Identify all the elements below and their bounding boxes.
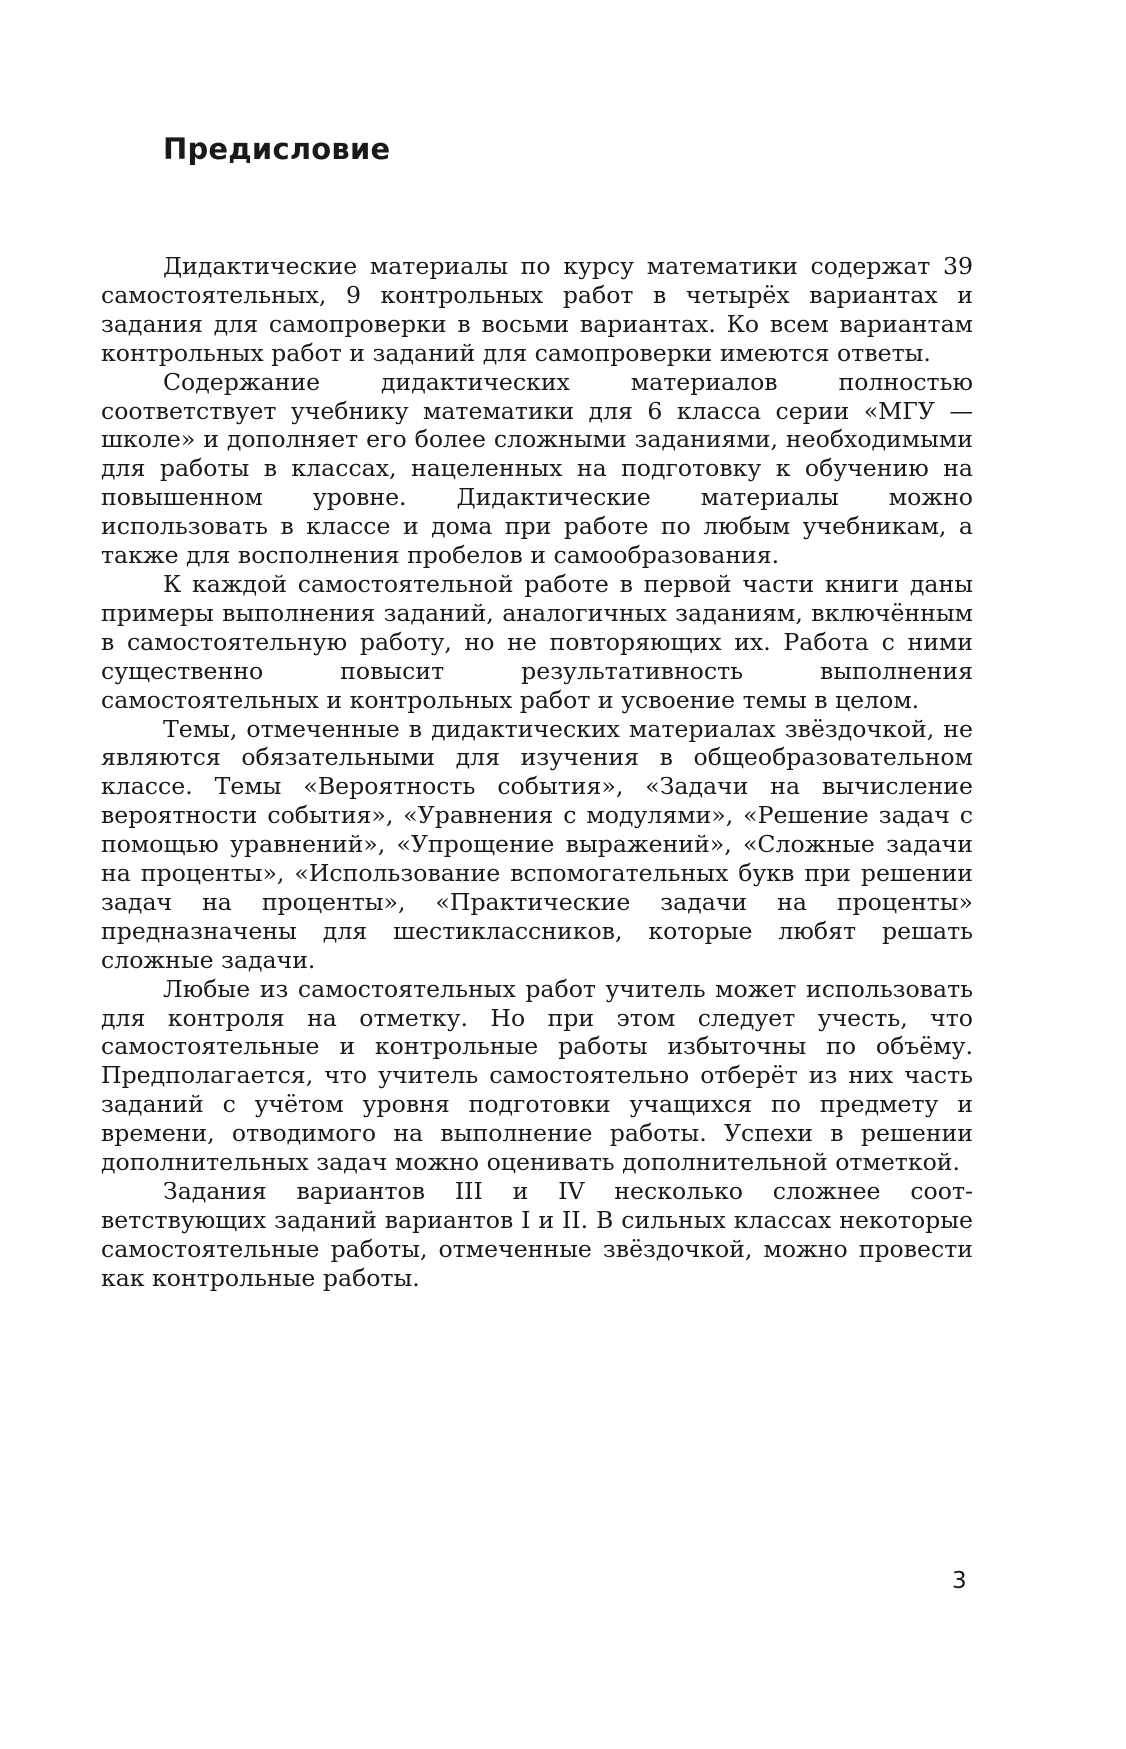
paragraph-2: Содержание дидактических материалов полностью соответствует учебнику математики для 6 класса серии «МГУ — школе» и дополняет его более сложными заданиями, необходимыми для работы в классах, нацеленных на подготовку к обучению на повышенном уровне. Дидактические материалы можно использовать в классе и дома при работе по любым учебникам, а также для восполнения пробелов и самообразования.: [101, 367, 973, 570]
page-title: Предисловие: [163, 132, 391, 166]
paragraph-3: К каждой самостоятельной работе в первой части книги даны примеры выполнения заданий, аналогичных заданиям, включённым в самостоятельную работу, но не повторяющих их. Работа с ними существенно повысит результативность выполнения самостоятельных и контрольных работ и усвоение темы в целом.: [101, 569, 973, 714]
paragraph-5: Любые из самостоятельных работ учитель может использовать для контроля на отметку. Но при этом следует учесть, что самостоятельные и контрольные работы избыточны по объёму. Предполагается, что учитель самостоятельно отберёт из них часть заданий с учётом уровня подготовки учащихся по предмету и времени, отводимого на выполнение работы. Успехи в решении дополнительных задач можно оценивать дополнительной отметкой.: [101, 974, 973, 1177]
page-number: 3: [952, 1568, 967, 1594]
preface-body: [101, 252, 973, 1293]
paragraph-6: Задания вариантов III и IV несколько сложнее соответствующих заданий вариантов I и II. В сильных классах некоторые самостоятельные работы, отмеченные звёздочкой, можно провести как контрольные работы.: [101, 1177, 973, 1292]
paragraph-1: Дидактические материалы по курсу математики содержат 39 самостоятельных, 9 контрольных работ в четырёх вариантах и задания для самопроверки в восьми вариантах. Ко всем вариантам контрольных работ и заданий для самопроверки имеются ответы.: [101, 252, 973, 367]
paragraph-4: Темы, отмеченные в дидактических материалах звёздочкой, не являются обязательными для изучения в общеобразовательном классе. Темы «Вероятность события», «Задачи на вычисление вероятности события», «Уравнения с модулями», «Решение задач с помощью уравнений», «Упрощение выражений», «Сложные задачи на проценты», «Использование вспомогательных букв при решении задач на проценты», «Практические задачи на проценты» предназначены для шестиклассников, которые любят решать сложные задачи.: [101, 714, 973, 974]
